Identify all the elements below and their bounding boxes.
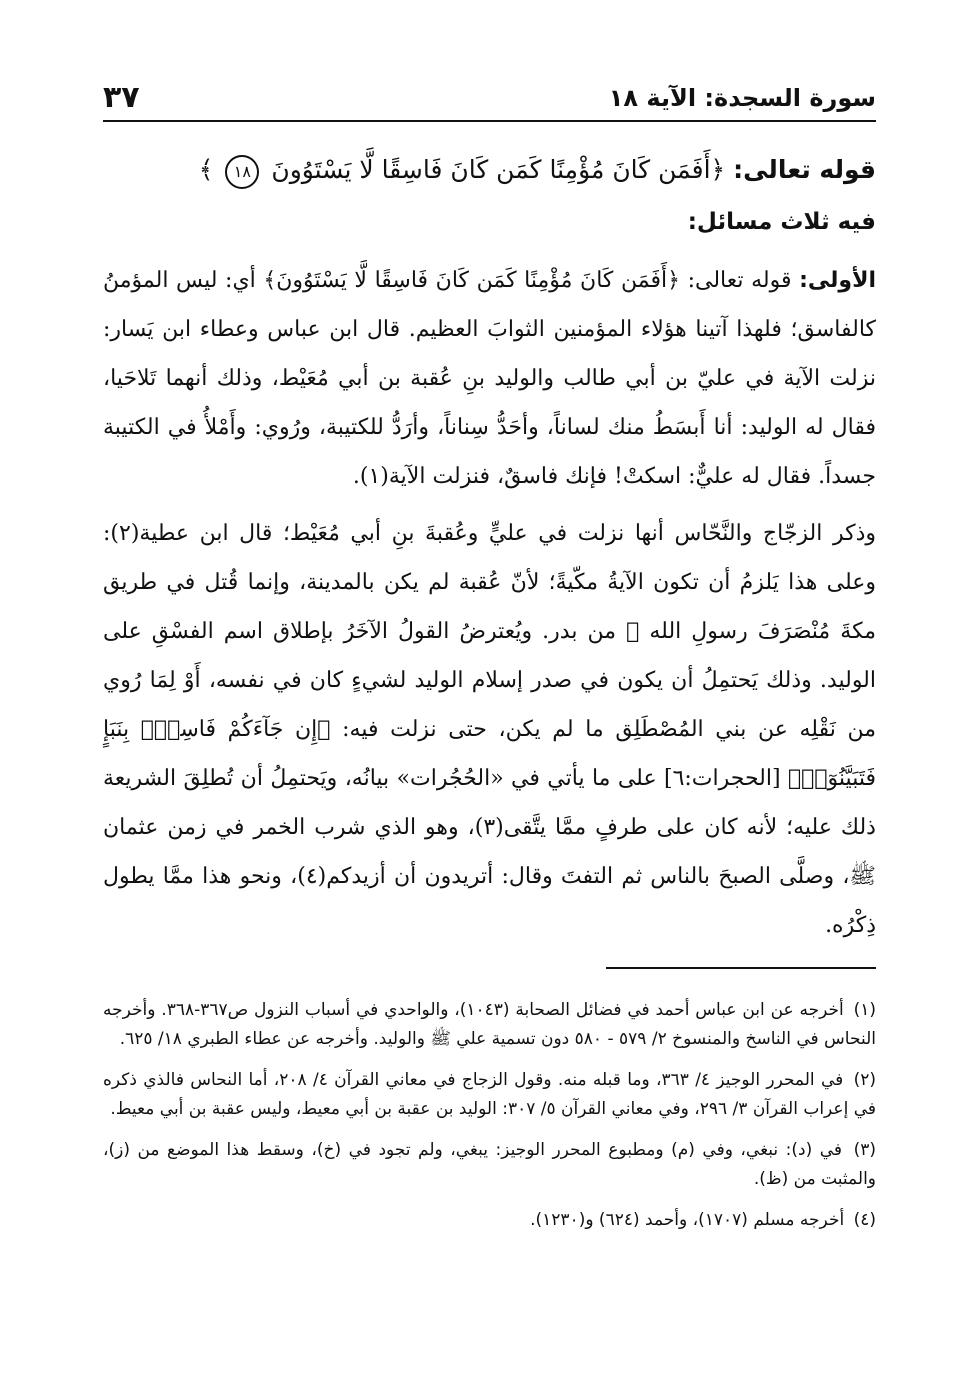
paragraph-lead: الأولى: — [799, 268, 876, 293]
footnote-text: أخرجه عن ابن عباس أحمد في فضائل الصحابة (١٠٤٣)، والواحدي في أسباب النزول ص٣٦٧-٣٦٨. وأخرجه النحاس في الناسخ والمنسوخ ٢/ ٥٧٩ - ٥٨٠ دون تسمية علي ﷺ والوليد. وأخرجه عن عطاء الطبري ١٨/ ٦٢٥. — [103, 1000, 876, 1049]
footnote-text: في (د): نبغي، وفي (م) ومطبوع المحرر الوجيز: يبغي، ولم تجود في (خ)، وسقط هذا الموضع من (ز)، والمثبت من (ظ). — [103, 1140, 876, 1189]
footnote-number: (٤) — [853, 1210, 876, 1230]
footnote — [103, 996, 876, 1054]
page-number: ٣٧ — [103, 80, 140, 115]
paragraph-second — [103, 509, 876, 950]
footnote-number: (٣) — [853, 1140, 877, 1160]
paragraph-text: قوله تعالى: ﴿أَفَمَن كَانَ مُؤْمِنًا كَمَن كَانَ فَاسِقًا لَّا يَسْتَوُونَ﴾ أي: ليس المؤمنُ كالفاسق؛ فلهذا آتينا هؤلاء المؤمنين الثوابَ العظيم. قال ابن عباس وعطاء ابن يَسار: نزلت الآية في عليّ بن أبي طالب والوليد بنِ عُقبة بن أبي مُعَيْط، وذلك أنهما تَلاحَيا، فقال له الوليد: أنا أَبسَطُ منك لساناً، وأحَدُّ سِناناً، وأرَدُّ للكتيبة، ورُوي: وأَمْلأُ في الكتيبة جسداً. فقال له عليٌّ: اسكتْ! فإنك فاسقٌ، فنزلت الآية(١). — [103, 268, 876, 489]
header-rule — [103, 120, 876, 122]
verse-line — [103, 150, 876, 190]
footnote — [103, 1206, 876, 1235]
paragraph-first-issue — [103, 256, 876, 501]
footnote-number: (٢) — [853, 1070, 876, 1090]
footnote-text: أخرجه مسلم (١٧٠٧)، وأحمد (٦٢٤) و(١٢٣٠). — [530, 1210, 845, 1230]
footnote-text: في المحرر الوجيز ٤/ ٣٦٣، وما قبله منه. وقول الزجاج في معاني القرآن ٤/ ٢٠٨، أما النحاس فالذي ذكره في إعراب القرآن ٣/ ٢٩٦، وفي معاني القرآن ٥/ ٣٠٧: الوليد بن عقبة بن أبي معيط، وليس عقبة بن أبي معيط. — [103, 1070, 876, 1119]
footnote-number: (١) — [853, 1000, 876, 1020]
paragraph-text: وذكر الزجّاج والنَّحّاس أنها نزلت في عليٍّ وعُقبةَ بنِ أبي مُعَيْط؛ قال ابن عطية(٢): وعلى هذا يَلزمُ أن تكون الآيةُ مكّيةً؛ لأنّ عُقبة لم يكن بالمدينة، وإنما قُتل في طريق مكةَ مُنْصَرَفَ رسولِ الله ﷺ من بدر. ويُعترضُ القولُ الآخَرُ بإطلاق اسم الفسْقِ على الوليد. وذلك يَحتمِلُ أن يكون في صدر إسلام الوليد لشيءٍ كان في نفسه، أَوْ لِمَا رُوي من نَقْلِه عن بني المُصْطَلِق ما لم يكن، حتى نزلت فيه: ﴿إِن جَآءَكُمْ فَاسِقٌۢ بِنَبَإٍ فَتَبَيَّنُوٓا۟﴾ [الحجرات:٦] على ما يأتي في «الحُجُرات» بيانُه، ويَحتمِلُ أن تُطلِقَ الشريعة ذلك عليه؛ لأنه كان على طرفٍ ممَّا يتَّقى(٣)، وهو الذي شرب الخمر في زمن عثمان ﷺ، وصلَّى الصبحَ بالناس ثم التفتَ وقال: أتريدون أن أزيدكم(٤)، ونحو هذا ممَّا يطول ذِكْرُه. — [103, 521, 876, 938]
footnotes — [103, 996, 876, 1247]
footnote-separator — [606, 967, 876, 969]
verse-text: ﴿أَفَمَن كَانَ مُؤْمِنًا كَمَن كَانَ فَاسِقًا لَّا يَسْتَوُونَ — [271, 155, 726, 184]
masail-heading: فيه ثلاث مسائل: — [687, 209, 876, 235]
verse-close-bracket: ﴾ — [198, 155, 214, 184]
running-title: سورة السجدة: الآية ١٨ — [608, 84, 876, 112]
ayah-number-marker: ١٨ — [225, 155, 259, 189]
footnote — [103, 1136, 876, 1194]
footnote — [103, 1066, 876, 1124]
page-header — [103, 78, 876, 118]
main-text — [103, 150, 876, 950]
verse-lead: قوله تعالى: — [733, 155, 876, 184]
